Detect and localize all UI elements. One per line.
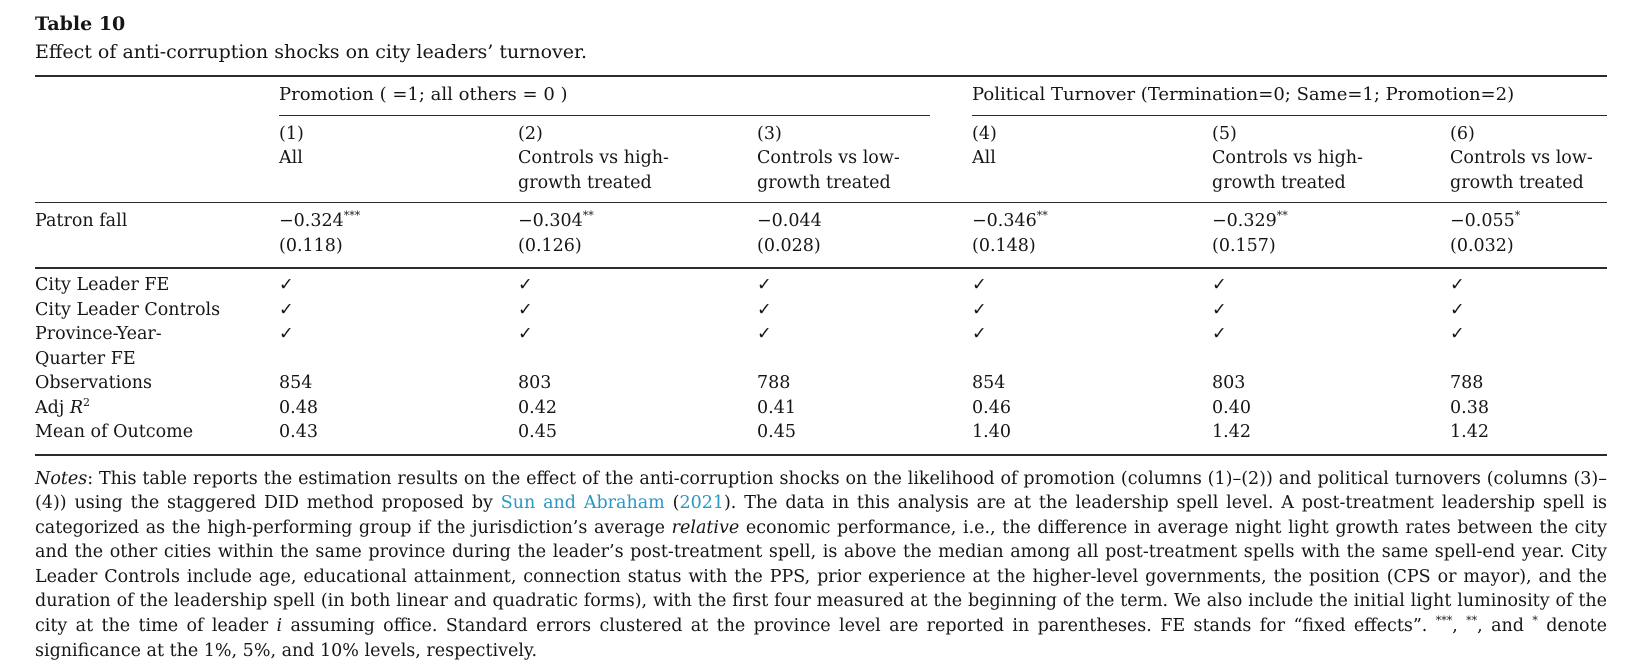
check-icon: ✓ <box>1450 275 1465 295</box>
superscript-text: ** <box>1466 614 1478 628</box>
column-label-cell <box>1212 146 1450 203</box>
significance-stars: * <box>1514 209 1521 223</box>
checkmark-cell <box>518 268 757 298</box>
check-icon: ✓ <box>1450 299 1465 320</box>
row-label-spacer <box>35 146 279 203</box>
column-number-cell: (6) <box>1450 123 1475 144</box>
column-number-cell: (5) <box>1212 123 1237 144</box>
checkmark-cell <box>518 298 757 323</box>
text-segment: Mean of Outcome <box>35 422 194 442</box>
coefficient-value: −0.346 <box>972 211 1037 231</box>
check-icon: ✓ <box>757 299 772 320</box>
superscript-text: * <box>1532 614 1538 628</box>
stat-value: 0.48 <box>279 397 318 418</box>
row-patron-fall-se <box>35 234 1607 268</box>
table-notes <box>35 467 1607 664</box>
row-label-text <box>35 371 279 396</box>
text-segment: Adj <box>35 397 70 418</box>
text-segment: , <box>1452 616 1467 637</box>
significance-stars: ** <box>1276 209 1288 223</box>
stat-value: 854 <box>972 373 1006 393</box>
check-icon: ✓ <box>972 299 987 320</box>
results-table-body <box>35 76 1607 455</box>
text-segment: , and <box>1477 616 1533 637</box>
superscript-text: 2 <box>83 395 91 409</box>
checkmark-cell <box>1450 298 1607 323</box>
stat-cell <box>1450 396 1607 421</box>
stat-cell <box>972 396 1212 421</box>
row-label-text <box>35 298 279 323</box>
column-number-row <box>35 116 1607 147</box>
text-segment: ). The data in this analysis are at the leadership spell level. A post-treatment leadership spell is categorized as the high-performing group if the jurisdiction’s average <box>35 493 1608 538</box>
check-icon: ✓ <box>1212 324 1227 344</box>
stat-value: 0.42 <box>518 397 557 418</box>
text-segment: assuming office. Standard errors clustered at the province level are reported in parentheses. FE stands for “fixed effects”. <box>282 616 1436 637</box>
superscript-text: *** <box>1435 614 1453 628</box>
column-label: All <box>279 148 303 168</box>
significance-stars: *** <box>343 209 361 223</box>
checkmark-cell <box>757 268 972 298</box>
table-label: Table 10 <box>35 13 126 35</box>
checkmark-cell <box>1450 268 1607 298</box>
checkmark-cell <box>279 322 518 371</box>
column-label-row <box>35 146 1607 203</box>
row-label <box>35 322 279 371</box>
column-label-cell <box>1450 146 1607 203</box>
check-icon: ✓ <box>518 299 533 320</box>
coefficient-cell <box>1450 203 1607 235</box>
coefficient-cell <box>972 203 1212 235</box>
row-label <box>35 268 279 298</box>
text-segment: Observations <box>35 373 152 393</box>
stat-cell <box>279 371 518 396</box>
stat-value: 854 <box>279 373 313 393</box>
check-icon: ✓ <box>518 324 533 344</box>
checkmark-cell <box>1212 322 1450 371</box>
checkmark-cell <box>972 268 1212 298</box>
std-error-cell: (0.118) <box>279 236 343 256</box>
stat-value: 803 <box>1212 373 1246 393</box>
stat-cell <box>1212 420 1450 455</box>
stat-value: 1.40 <box>972 422 1011 442</box>
results-table <box>35 75 1607 456</box>
column-label: All <box>972 148 996 168</box>
coefficient-value: −0.055 <box>1450 211 1515 231</box>
stat-cell <box>972 371 1212 396</box>
std-error-cell: (0.148) <box>972 236 1036 256</box>
stat-value: 1.42 <box>1212 422 1251 442</box>
check-icon: ✓ <box>757 275 772 295</box>
text-segment: City Leader Controls <box>35 299 221 320</box>
checkmark-cell <box>518 322 757 371</box>
column-number-cell: (1) <box>279 123 304 144</box>
stat-cell <box>518 420 757 455</box>
italic-text: R <box>69 397 84 418</box>
row-label-text <box>35 322 210 371</box>
column-label: Controls vs low-growth treated <box>1450 148 1593 193</box>
group-header-row <box>35 76 1607 116</box>
coefficient-cell <box>279 203 518 235</box>
text-segment: ( <box>664 493 680 514</box>
group-header-label: Promotion ( =1; all others = 0 ) <box>279 83 930 116</box>
italic-text: i <box>276 616 283 637</box>
text-segment: City Leader FE <box>35 275 170 295</box>
coefficient-value: −0.044 <box>757 211 822 231</box>
row-label <box>35 371 279 396</box>
std-error-cell: (0.032) <box>1450 236 1514 256</box>
significance-stars: ** <box>1036 209 1048 223</box>
stat-cell <box>1212 371 1450 396</box>
std-error-cell: (0.028) <box>757 236 821 256</box>
stat-cell <box>1212 396 1450 421</box>
check-icon: ✓ <box>279 324 294 344</box>
stat-value: 0.45 <box>757 422 796 442</box>
coefficient-cell <box>757 203 972 235</box>
row-observations <box>35 371 1607 396</box>
text-segment: economic performance, i.e., the difference in average night light growth rates between the city and the other cities within the same province during the leader’s post-treatment spell, is above the median among all post-treatment spells with the same spell-end year. City Leader Controls include age, educational attainment, connection status with the PPS, prior experience at the higher-level governments, the position (CPS or mayor), and the duration of the leadership spell (in both linear and quadratic forms), with the first four measured at the beginning of the term. We also include the initial light luminosity of the city at the time of leader <box>35 517 1607 637</box>
group-header-cell <box>972 76 1607 116</box>
checkmark-cell <box>279 298 518 323</box>
stat-value: 0.41 <box>757 397 796 418</box>
row-city-leader-fe <box>35 268 1607 298</box>
row-label-spacer <box>35 234 279 268</box>
coefficient-value: −0.329 <box>1212 211 1277 231</box>
stat-value: 0.38 <box>1450 397 1489 418</box>
column-label: Controls vs low-growth treated <box>757 148 900 193</box>
row-patron-fall <box>35 203 1607 235</box>
row-province-year-quarter-fe <box>35 322 1607 371</box>
coefficient-value: −0.304 <box>518 211 583 231</box>
row-label-text <box>35 396 279 421</box>
stat-value: 0.46 <box>972 397 1011 418</box>
row-label <box>35 420 279 455</box>
stat-value: 0.43 <box>279 422 318 442</box>
row-label: Patron fall <box>35 211 128 231</box>
coefficient-cell <box>1212 203 1450 235</box>
italic-text: relative <box>671 517 740 538</box>
column-number-cell: (3) <box>757 123 782 144</box>
text-segment: Province-Year-Quarter FE <box>35 324 162 369</box>
check-icon: ✓ <box>1212 299 1227 320</box>
stat-cell <box>518 371 757 396</box>
group-header-label: Political Turnover (Termination=0; Same=1; Promotion=2) <box>972 83 1607 116</box>
stat-cell <box>972 420 1212 455</box>
stat-value: 0.45 <box>518 422 557 442</box>
stat-cell <box>757 371 972 396</box>
significance-stars: ** <box>582 209 594 223</box>
checkmark-cell <box>757 298 972 323</box>
checkmark-cell <box>1212 268 1450 298</box>
std-error-cell: (0.157) <box>1212 236 1276 256</box>
checkmark-cell <box>972 322 1212 371</box>
italic-text: Notes <box>35 468 88 489</box>
check-icon: ✓ <box>972 275 987 295</box>
column-number-cell: (2) <box>518 123 543 144</box>
coefficient-cell <box>518 203 757 235</box>
stat-cell <box>1450 371 1607 396</box>
citation-link[interactable]: 2021 <box>679 493 724 514</box>
stat-cell <box>279 396 518 421</box>
check-icon: ✓ <box>279 275 294 295</box>
column-label-cell <box>518 146 757 203</box>
column-label-cell <box>279 146 518 203</box>
stat-cell <box>757 420 972 455</box>
row-mean-of-outcome <box>35 420 1607 455</box>
stat-value: 0.40 <box>1212 397 1251 418</box>
table-caption: Effect of anti-corruption shocks on city leaders’ turnover. <box>35 41 588 63</box>
checkmark-cell <box>1450 322 1607 371</box>
stat-value: 1.42 <box>1450 422 1489 442</box>
checkmark-cell <box>972 298 1212 323</box>
check-icon: ✓ <box>1212 275 1227 295</box>
stat-cell <box>518 396 757 421</box>
stat-value: 788 <box>757 373 791 393</box>
row-label-spacer <box>35 116 279 147</box>
stat-value: 803 <box>518 373 552 393</box>
column-label-cell <box>757 146 972 203</box>
check-icon: ✓ <box>1450 324 1465 344</box>
stat-cell <box>1450 420 1607 455</box>
check-icon: ✓ <box>518 275 533 295</box>
checkmark-cell <box>757 322 972 371</box>
citation-link[interactable]: Sun and Abraham <box>500 493 665 514</box>
text-segment: denote significance at the 1%, 5%, and 10% levels, respectively. <box>35 616 1607 661</box>
stat-value: 788 <box>1450 373 1484 393</box>
std-error-cell: (0.126) <box>518 236 582 256</box>
row-label <box>35 396 279 421</box>
stat-cell <box>279 420 518 455</box>
column-label: Controls vs high-growth treated <box>1212 148 1363 193</box>
stat-cell <box>757 396 972 421</box>
column-number-cell: (4) <box>972 123 997 144</box>
row-city-leader-controls <box>35 298 1607 323</box>
group-header-cell <box>279 76 972 116</box>
text-segment: : This table reports the estimation results on the effect of the anti-corruption shocks on the likelihood of promotion (columns (1)–(2)) and political turnovers (columns (3)–(4)) using the staggered DID method proposed by <box>35 468 1607 514</box>
column-label: Controls vs high-growth treated <box>518 148 669 193</box>
row-label-spacer <box>35 76 279 116</box>
check-icon: ✓ <box>972 324 987 344</box>
row-label-text <box>35 420 279 445</box>
check-icon: ✓ <box>279 299 294 320</box>
column-label-cell <box>972 146 1212 203</box>
check-icon: ✓ <box>757 324 772 344</box>
row-adj-r2 <box>35 396 1607 421</box>
row-label <box>35 298 279 323</box>
checkmark-cell <box>279 268 518 298</box>
checkmark-cell <box>1212 298 1450 323</box>
coefficient-value: −0.324 <box>279 211 344 231</box>
row-label-text <box>35 273 279 298</box>
